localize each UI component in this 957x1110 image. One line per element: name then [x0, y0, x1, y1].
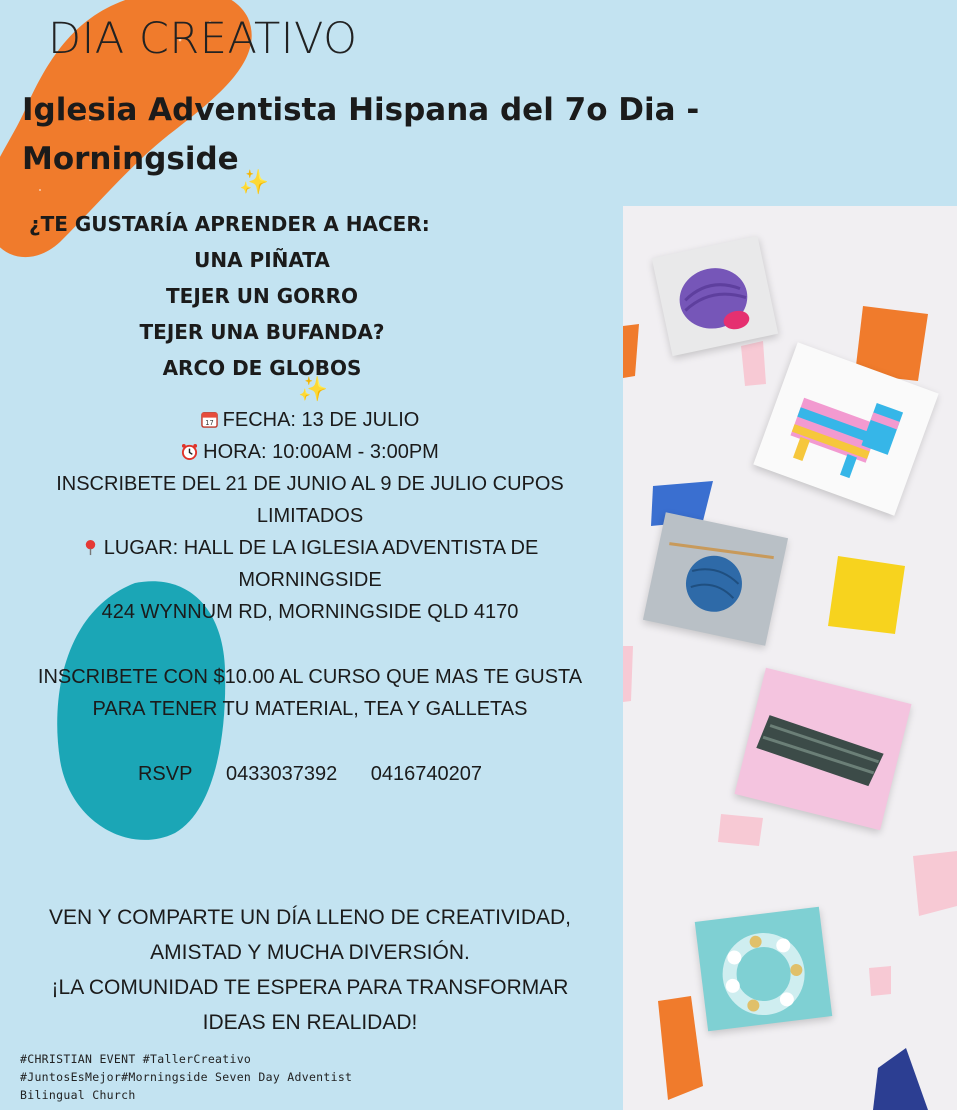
- sparkles-icon: ✨: [298, 375, 328, 403]
- closing-line1: VEN Y COMPARTE UN DÍA LLENO DE CREATIVIDAD,: [48, 906, 572, 929]
- church-name-line2: Morningside: [22, 141, 239, 177]
- alarm-clock-icon: [181, 443, 198, 460]
- event-details: [0, 404, 620, 790]
- hashtags-line1: #CHRISTIAN EVENT #TallerCreativo: [20, 1052, 252, 1066]
- sparkles-icon: ✨: [239, 168, 269, 196]
- cost-line2: PARA TENER TU MATERIAL, TEA Y GALLETAS: [92, 698, 528, 720]
- date-line: [0, 404, 620, 436]
- time-line: [0, 436, 620, 468]
- hashtags: [20, 1050, 580, 1104]
- cost-line1: INSCRIBETE CON $10.00 AL CURSO QUE MAS TE GUSTA: [37, 666, 583, 688]
- workshop-item-pinata: UNA PIÑATA: [194, 248, 330, 272]
- registration-line1: INSCRIBETE DEL 21 DE JUNIO AL 9 DE JULIO CUPOS: [56, 473, 564, 495]
- rsvp-label: RSVP: [137, 763, 193, 785]
- svg-text:17: 17: [204, 419, 214, 428]
- address: 424 WYNNUM RD, MORNINGSIDE QLD 4170: [101, 601, 519, 623]
- calendar-icon: [201, 411, 218, 428]
- church-name: [22, 86, 782, 184]
- hashtags-line2: #JuntosEsMejor#Morningside Seven Day Adventist: [20, 1070, 353, 1084]
- workshop-item-bufanda: TEJER UNA BUFANDA?: [139, 320, 385, 344]
- event-title: DIA CREATIVO: [48, 14, 358, 64]
- church-name-line1: Iglesia Adventista Hispana del 7o Dia -: [22, 92, 700, 128]
- phone-2[interactable]: 0416740207: [370, 763, 483, 785]
- closing-line2: AMISTAD Y MUCHA DIVERSIÓN.: [150, 941, 470, 964]
- closing-line3: ¡LA COMUNIDAD TE ESPERA PARA TRANSFORMAR: [51, 976, 569, 999]
- workshop-item-globos: ARCO DE GLOBOS: [162, 356, 362, 380]
- balloon-arch-photo: [695, 907, 832, 1031]
- time-text: HORA: 10:00AM - 3:00PM: [203, 441, 439, 463]
- registration-line2: LIMITADOS: [256, 505, 364, 527]
- rsvp-line: [0, 758, 620, 790]
- closing-message: [0, 900, 620, 1040]
- workshop-list: [12, 206, 512, 386]
- map-pin-icon: [82, 539, 99, 556]
- phone-1[interactable]: 0433037392: [226, 763, 338, 785]
- location-line2: MORNINGSIDE: [238, 569, 382, 591]
- closing-line4: IDEAS EN REALIDAD!: [202, 1011, 418, 1034]
- hashtags-line3: Bilingual Church: [20, 1088, 136, 1102]
- photo-collage-panel: [623, 206, 957, 1110]
- date-text: FECHA: 13 DE JULIO: [222, 409, 420, 431]
- location-line: [0, 532, 620, 564]
- location-text: LUGAR: HALL DE LA IGLESIA ADVENTISTA DE: [103, 537, 539, 559]
- workshop-item-gorro: TEJER UN GORRO: [166, 284, 358, 308]
- workshop-question: ¿TE GUSTARÍA APRENDER A HACER:: [29, 212, 430, 236]
